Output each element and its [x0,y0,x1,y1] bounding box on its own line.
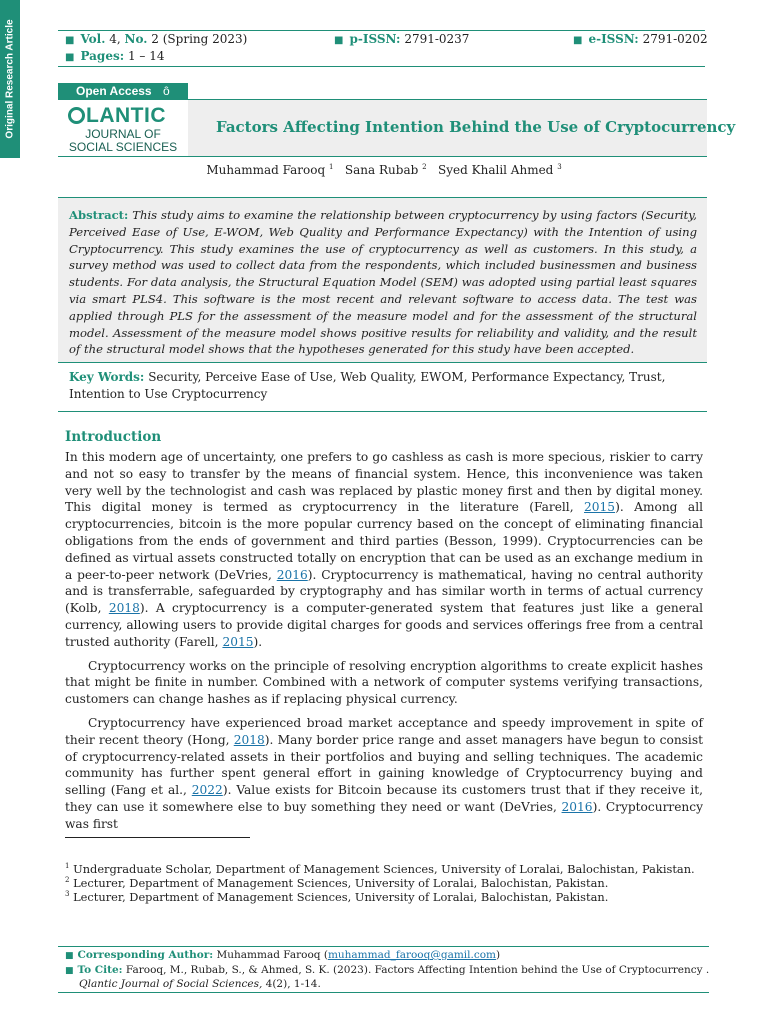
email-link[interactable]: muhammad_farooq@gamil.com [327,949,497,961]
logo-q-icon [68,107,85,124]
footnote: $^3$ Lecturer, Department of Management Sciences, University of Loralai, Balochistan, Pakistan. [65,890,609,904]
keywords [69,369,705,403]
journal-logo-line2: SOCIAL SCIENCES [68,140,178,154]
open-access-icon: ô [162,84,170,98]
footnote-rule [65,837,250,838]
keywords-label: Key Words: [69,370,145,384]
paragraph: Cryptocurrency have experienced broad market acceptance and speedy improvement in spite of their recent theory (Hong, 2018). Many border price range and asset managers have begun to consist of cryptocurrency-related assets in their portfolios and buying and selling techniques. The academic community has further spent general effort in gaining knowledge of Cryptocurrency buying and selling (Fang et al., 2022). Value exists for Bitcoin because its customers trust that if they receive it, they can use it somewhere else to buy something they need or want (DeVries, 2016). Cryptocurrency was first [65,715,703,831]
citation-link[interactable]: 2022 [191,783,223,798]
title-banner [58,99,736,157]
journal-logo [58,100,188,156]
citation-journal: Qlantic Journal of Social Sciences, 4(2), 1-14. [79,978,321,990]
author-mark: 2 [422,163,427,171]
citation-link[interactable]: 2018 [233,732,265,747]
citation-link[interactable]: 2018 [108,601,140,616]
e-issn: ■ e-ISSN: 2791-0202 [573,32,708,46]
body-text [65,449,703,840]
abstract-box [58,197,707,363]
bullet-icon: ■ [65,966,74,976]
citation-link[interactable]: 2016 [561,799,593,814]
citation-link[interactable]: 2016 [276,567,308,582]
abstract-text: This study aims to examine the relationship between cryptocurrency by using factors (Security, Perceived Ease of Use, E-WOM, Web Quality and Performance Expectancy) with the Intention of using Cryptocurrency. This study examines the use of cryptocurrency as well as customers. In this study, a survey method was used to collect data from the respondents, which included businessmen and business students. For data analysis, the Structural Equation Model (SEM) was adopted using partial least squares via smart PLS4. This software is the most recent and relevant software to access data. The test was applied through PLS for the assessment of the measure model and for the assessment of the structural model. Assessment of the measure model shows positive results for reliability and validity, and the result of the structural model shows that the hypotheses generated for this study have been accepted. [69,208,697,357]
article-title: Factors Affecting Intention Behind the Use of Cryptocurrency [216,118,736,136]
bullet-icon: ■ [65,52,75,63]
bullet-icon: ■ [573,35,583,46]
footer-bottom-rule [58,992,709,993]
article-type-label: Original Research Article [4,19,16,139]
header-bottom-rule [58,66,705,67]
author-name: Muhammad Farooq [206,163,326,177]
open-access-badge: Open Access ô [58,83,188,99]
abstract-label: Abstract: [69,208,129,222]
journal-logo-line1: JOURNAL OF [85,127,161,141]
pages-info: ■ Pages: 1 – 14 [65,49,165,63]
citation-info: ■ To Cite: Farooq, M., Rubab, S., & Ahmed, S. K. (2023). Factors Affecting Intention behind the Use of Cryptocurrency . [65,964,710,976]
citation-link[interactable]: 2015 [584,500,616,515]
author-mark: 1 [329,163,334,171]
article-type-tab [0,0,20,158]
bullet-icon: ■ [65,951,74,961]
p-issn: ■ p-ISSN: 2791-0237 [334,32,470,46]
author-list [0,163,768,177]
header-top-rule [58,30,705,31]
author-name: Syed Khalil Ahmed [438,163,554,177]
keywords-rule [58,411,707,412]
abstract [69,207,697,358]
citation-link[interactable]: 2015 [222,634,254,649]
footnote: $^1$ Undergraduate Scholar, Department of Management Sciences, University of Loralai, Balochistan, Pakistan. [65,862,695,876]
footnote: $^2$ Lecturer, Department of Management Sciences, University of Loralai, Balochistan, Pakistan. [65,876,609,890]
keywords-text: Security, Perceive Ease of Use, Web Quality, EWOM, Performance Expectancy, Trust, Intention to Use Cryptocurrency [69,370,666,401]
footer-top-rule [58,946,709,947]
section-heading: Introduction [65,429,162,445]
paragraph: In this modern age of uncertainty, one prefers to go cashless as cash is more specious, riskier to carry and not so easy to transfer by the means of financial system. Hence, this inconvenience was taken very well by the technologist and cash was replaced by plastic money first and then by digital money. This digital money is termed as cryptocurrency in the literature (Farell, 2015). Among all cryptocurrencies, bitcoin is the more popular currency based on the concept of eliminating financial obligations from the ends of government and third parties (Besson, 1999). Cryptocurrencies can be defined as virtual assets constructed totally on encryption that can be used as an exchange medium in a peer-to-peer network (DeVries, 2016). Cryptocurrency is mathematical, having no central authority and is transferrable, safeguarded by cryptography and has similar worth in terms of actual currency (Kolb, 2018). A cryptocurrency is a computer-generated system that features just like a general currency, allowing users to provide digital charges for goods and services offerings free from a central trusted authority (Farell, 2015). [65,450,703,649]
author-name: Sana Rubab [344,163,419,177]
bullet-icon: ■ [334,35,344,46]
journal-logo-wordmark: LANTIC [68,104,166,128]
paragraph: Cryptocurrency works on the principle of resolving encryption algorithms to create explicit hashes that might be finite in number. Combined with a network of computer systems verifying transactions, customers can change hashes as if replacing physical currency. [65,658,703,707]
bullet-icon: ■ [65,35,75,46]
author-mark: 3 [557,163,562,171]
corresponding-author: ■ Corresponding Author: Muhammad Farooq (muhammad_farooq@gamil.com) [65,949,501,961]
volume-info: ■ Vol. 4, No. 2 (Spring 2023) [65,32,248,46]
